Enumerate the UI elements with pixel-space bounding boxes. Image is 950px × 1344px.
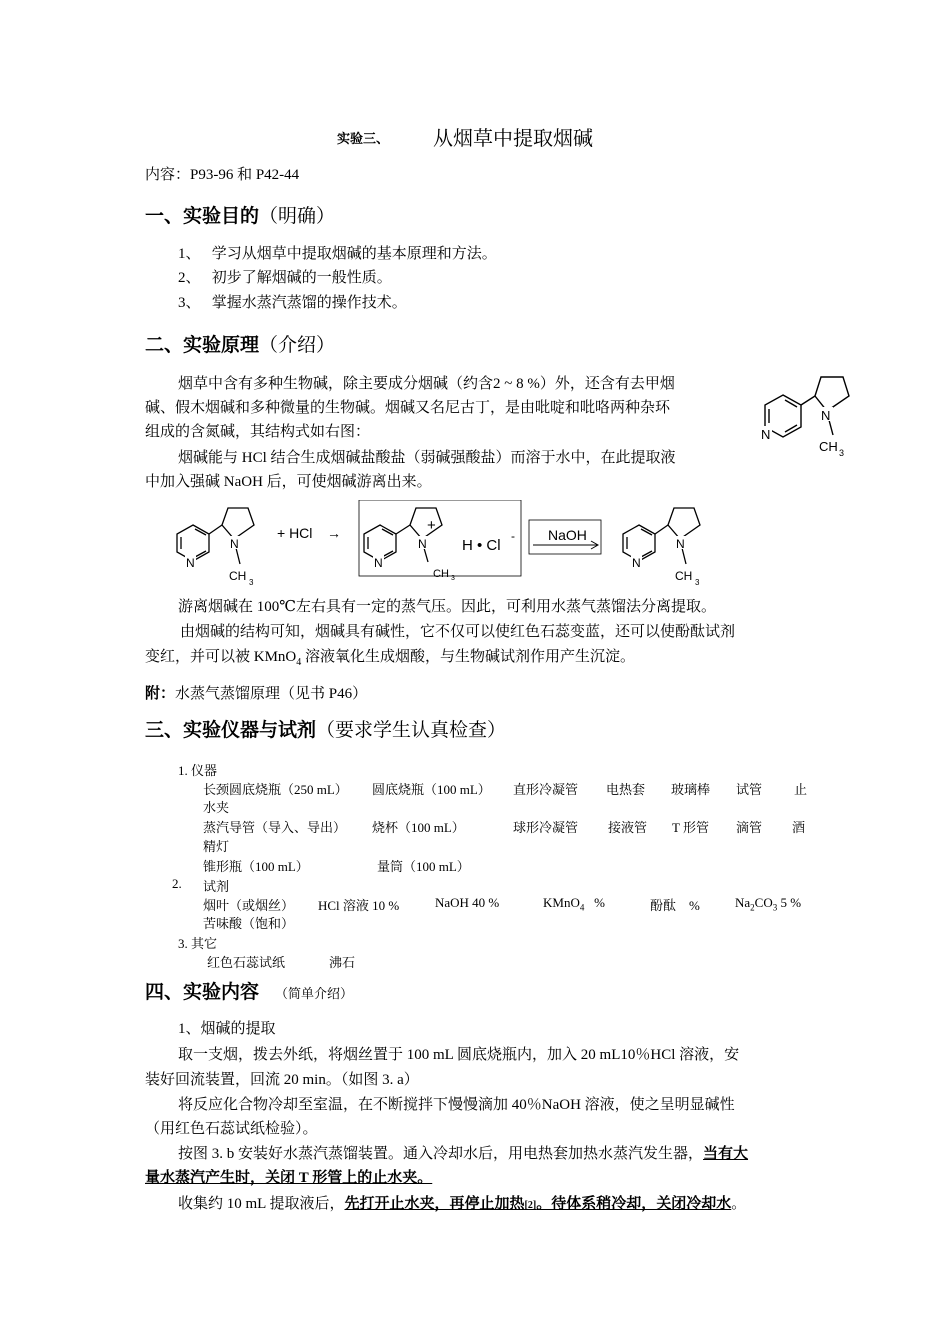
- principle-paragraph: 碱、假木烟碱和多种微量的生物碱。烟碱又名尼古丁，是由吡啶和吡咯两种杂环: [145, 400, 671, 416]
- plus-hcl: + HCl: [277, 525, 313, 541]
- svg-text:N: N: [676, 537, 685, 551]
- svg-text:CH: CH: [229, 569, 247, 583]
- svg-text:3: 3: [695, 578, 700, 587]
- instrument-item: 玻璃棒: [671, 782, 711, 797]
- instrument-item: 球形冷凝管: [513, 820, 579, 835]
- principle-paragraph: 变红，并可以被 KMnO$_4$ 溶液氧化生成烟酸，与生物碱试剂作用产生沉淀。: [145, 649, 636, 668]
- svg-text:CH: CH: [433, 568, 449, 580]
- salt-label: H • Cl: [462, 537, 501, 554]
- svg-text:N: N: [418, 537, 427, 551]
- svg-text:3: 3: [451, 575, 455, 582]
- instrument-item: 量筒（100 mL）: [377, 859, 470, 874]
- instrument-item: 试管: [736, 782, 763, 797]
- methyl-subscript: 3: [839, 448, 845, 458]
- svg-text:N: N: [374, 556, 383, 570]
- procedure-paragraph: （用红色石蕊试纸检验）。: [145, 1121, 318, 1137]
- instrument-item: 圆底烧瓶（100 mL）: [372, 782, 491, 797]
- procedure-paragraph: 量水蒸汽产生时，关闭 T 形管上的止水夹。: [145, 1170, 433, 1186]
- instrument-item: 蒸汽导管（导入、导出）: [203, 820, 347, 835]
- instruments-label: 1. 仪器: [178, 763, 218, 778]
- reagent-item: 烟叶（或烟丝）: [203, 898, 295, 913]
- reagents-label: 试剂: [203, 879, 230, 894]
- instrument-item: 止: [794, 782, 808, 797]
- section-3-heading: 三、实验仪器与试剂（要求学生认真检查）: [145, 719, 507, 741]
- svg-text:-: -: [511, 529, 515, 543]
- principle-paragraph: 烟草中含有多种生物碱，除主要成分烟碱（约含2 ~ 8 %）外，还含有去甲烟: [178, 376, 675, 392]
- section-2-heading: 二、实验原理（介绍）: [145, 334, 336, 356]
- methyl-label: CH: [819, 439, 838, 454]
- reagent-item: HCl 溶液 10 %: [318, 898, 400, 913]
- others-label: 3. 其它: [178, 936, 218, 951]
- naoh-label: NaOH: [548, 527, 587, 543]
- reagent-item: 酚酞 %: [650, 898, 700, 913]
- objective-item: 3、 掌握水蒸汽蒸馏的操作技术。: [178, 295, 407, 311]
- reaction-arrow: →: [327, 525, 341, 541]
- section-4-heading: 四、实验内容 （简单介绍）: [145, 981, 354, 1003]
- instrument-item: 精灯: [203, 839, 230, 854]
- other-item: 红色石蕊试纸: [207, 955, 286, 970]
- cation-charge: +: [427, 517, 436, 534]
- title-prefix: 实验三、: [337, 132, 390, 147]
- instrument-item: 水夹: [203, 800, 230, 815]
- instrument-item: 直形冷凝管: [513, 782, 579, 797]
- nitrogen-label: N: [821, 408, 831, 423]
- objective-item: 2、 初步了解烟碱的一般性质。: [178, 270, 392, 286]
- nitrogen-label: N: [761, 427, 771, 442]
- svg-text:3: 3: [249, 578, 254, 587]
- svg-text:N: N: [186, 556, 195, 570]
- instrument-item: 长颈圆底烧瓶（250 mL）: [203, 782, 348, 797]
- instrument-item: 电热套: [606, 782, 646, 797]
- procedure-paragraph: 将反应化合物冷却至室温，在不断搅拌下慢慢滴加 40％NaOH 溶液，使之呈明显碱性: [178, 1097, 735, 1113]
- content-reference: 内容：P93-96 和 P42-44: [145, 167, 300, 183]
- other-item: 沸石: [329, 955, 356, 970]
- principle-paragraph: 由烟碱的结构可知，烟碱具有碱性，它不仅可以使红色石蕊变蓝，还可以使酚酞试剂: [180, 624, 736, 640]
- procedure-paragraph: 取一支烟，拨去外纸，将烟丝置于 100 mL 圆底烧瓶内，加入 20 mL10％HCl 溶液，安: [178, 1047, 740, 1063]
- procedure-paragraph: 按图 3. b 安装好水蒸汽蒸馏装置。通入冷却水后，用电热套加热水蒸汽发生器，当有大: [178, 1146, 749, 1162]
- procedure-paragraph: 装好回流装置，回流 20 min。（如图 3. a）: [145, 1072, 419, 1088]
- instrument-item: 滴管: [736, 820, 763, 835]
- reagent-item: NaOH 40 %: [435, 895, 500, 910]
- svg-text:CH: CH: [675, 569, 693, 583]
- principle-paragraph: 游离烟碱在 100℃左右具有一定的蒸气压。因此，可利用水蒸气蒸馏法分离提取。: [178, 599, 717, 615]
- objective-item: 1、 学习从烟草中提取烟碱的基本原理和方法。: [178, 246, 497, 262]
- instrument-item: T 形管: [672, 820, 709, 835]
- reagent-item: 苦味酸（饱和）: [203, 916, 295, 931]
- reagent-item: $Na_2CO_3$ 5 %: [735, 895, 802, 913]
- appendix: 附：水蒸气蒸馏原理（见书 P46）: [145, 686, 368, 702]
- instrument-item: 酒: [792, 820, 806, 835]
- instrument-item: 烧杯（100 mL）: [372, 820, 465, 835]
- reagents-number: 2.: [172, 876, 182, 891]
- section-1-heading: 一、实验目的（明确）: [145, 205, 336, 227]
- reagent-item: KMnO$_4$ %: [543, 895, 605, 913]
- principle-paragraph: 组成的含氮碱，其结构式如右图：: [145, 424, 371, 440]
- procedure-subheading: 1、烟碱的提取: [178, 1021, 276, 1037]
- nicotine-structure: [745, 365, 860, 460]
- instrument-item: 锥形瓶（100 mL）: [203, 859, 309, 874]
- principle-paragraph: 中加入强碱 NaOH 后，可使烟碱游离出来。: [145, 474, 432, 490]
- reaction-scheme: [165, 500, 735, 592]
- page-title: 从烟草中提取烟碱: [433, 126, 593, 150]
- instrument-item: 接液管: [608, 820, 648, 835]
- principle-paragraph: 烟碱能与 HCl 结合生成烟碱盐酸盐（弱碱强酸盐）而溶于水中，在此提取液: [178, 450, 676, 466]
- svg-text:N: N: [230, 537, 239, 551]
- svg-text:N: N: [632, 556, 641, 570]
- procedure-paragraph: 收集约 10 mL 提取液后，先打开止水夹，再停止加热[2]。待体系稍冷却，关闭冷却水。: [178, 1196, 747, 1212]
